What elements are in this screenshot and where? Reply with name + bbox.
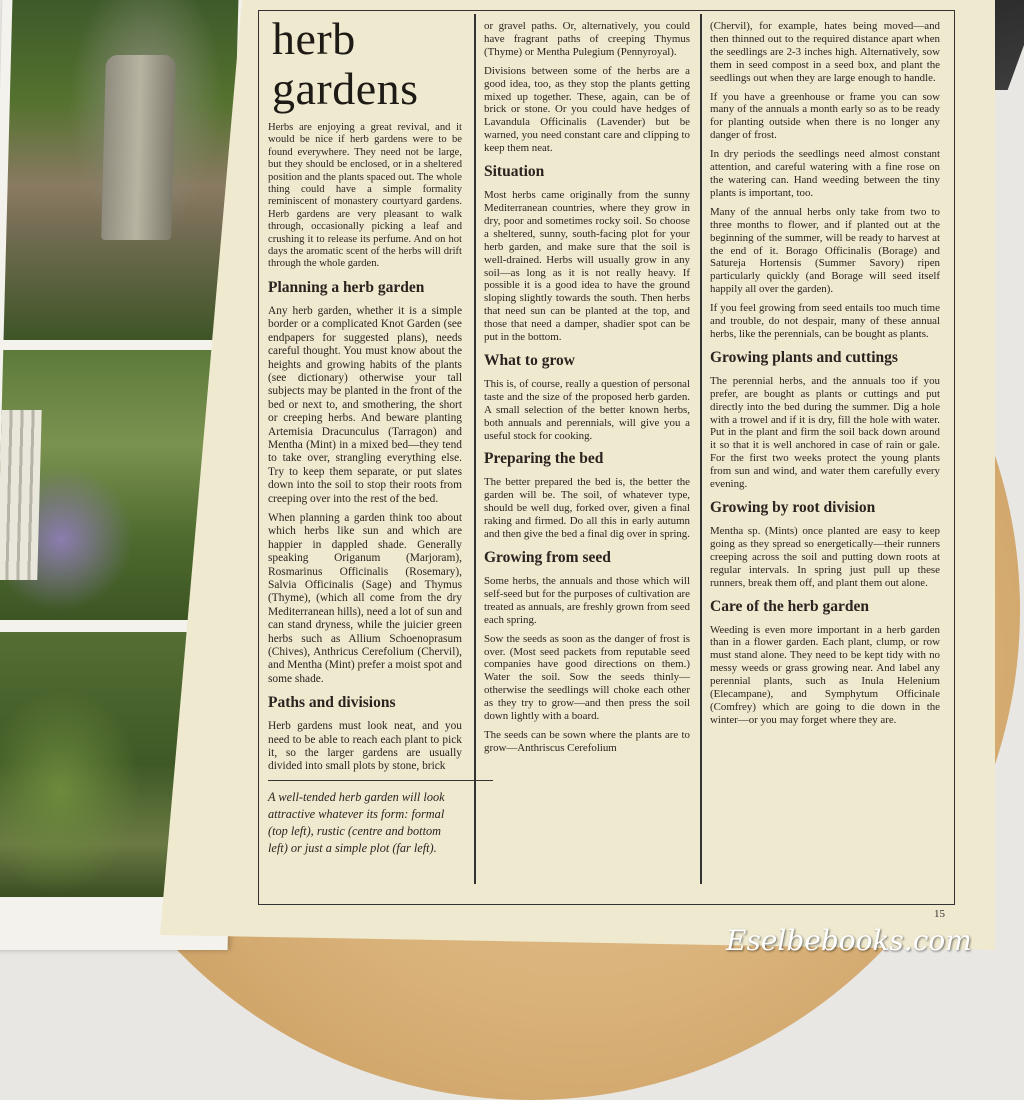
column-rule-1 [474,14,476,884]
paragraph: In dry periods the seedlings need almost constant attention, and careful watering with a fine rose on the watering can. Hand weeding between the tiny plants is important, too. [710,148,940,199]
hedge-garden-photo [0,632,191,897]
paragraph: The better prepared the bed is, the better the garden will be. The soil, of whatever type, should be well dug, forked over, given a final raking and firmed. Do all this in early autumn and then give the bed a final dig over in spring. [484,476,690,541]
column-1 [268,122,462,863]
photo-caption: A well-tended herb garden will look attractive whatever its form: formal (top left), rustic (centre and bottom left) or just a simple plot (far left). [268,790,445,856]
stone-pillar [101,55,176,240]
paragraph: Weeding is even more important in a herb garden than in a flower garden. Each plant, clump, or row must stand alone. They need to be kept tidy with no messy weeds or grass growing near. And label any perennial plants, such as Inula Helenium (Elecampane), and Symphytum Officinale (Comfrey) which are going to die down in the winter—or you may forget where they are. [710,623,940,726]
column-rule-2 [700,14,702,884]
heading-care: Care of the herb garden [710,597,869,615]
paragraph: Mentha sp. (Mints) once planted are easy to keep going as they spread so energetically—their runners creeping across the soil and putting down roots at regular intervals. In spring just pull up these runners, break them off, and plant them out alone. [710,525,940,589]
page-title [272,14,419,114]
paragraph: This is, of course, really a question of personal taste and the size of the proposed herb garden. A small selection of the better known herbs, both annuals and perennials, will give you a useful stock for cooking. [484,377,690,442]
column-3 [710,20,940,733]
paragraph: Many of the annual herbs only take from two to three months to flower, and if planted out at the beginning of the summer, will be ready to harvest at the end of it. Borago Officinalis (Borage) and Satureja Hortensis (Summer Savory) ripen particularly quickly (and Borage will seed itself happily all over the garden). [710,205,940,296]
paragraph: The seeds can be sown where the plants are to grow—Anthriscus Cerefolium [484,728,690,754]
paragraph: Most herbs came originally from the sunny Mediterranean countries, where they grow in dry, poor and sometimes rocky soil. So choose a sheltered, sunny, south-facing plot for your herb garden, and make sure that the soil is well-drained. Herbs will usually grow in any soil—as long as it is not really heavy. If possible it is a good idea to have the ground sloping slightly towards the south. Then herbs that need sun can be planted at the top, and those that need a damper, shadier spot can be put in the bottom. [484,189,690,344]
paragraph: If you feel growing from seed entails too much time and trouble, do not despair, many of these annual herbs, like the perennials, can be bought as plants. [710,302,940,340]
heading-preparing: Preparing the bed [484,450,604,468]
intro-paragraph: Herbs are enjoying a great revival, and it would be nice if herb gardens were to be found everywhere. They need not be large, but they should be enclosed, or in a sheltered position and the plants spaced out. The whole thing could have a simple formality reminiscent of monastery courtyard gardens. Herb gardens are very pleasant to walk through, occasionally picking a leaf and crushing it to release its perfume. And on hot days the aromatic scent of the herbs will drift through the whole garden. [268,122,462,270]
heading-seed: Growing from seed [484,549,611,566]
paragraph: Any herb garden, whether it is a simple border or a complicated Knot Garden (see endpapers for suggested plans), needs careful thought. You must know about the heights and growing habits of the plants (see dictionary) otherwise your tall subjects may be planted in the front of the bed or next to, and smothering, the short or creeping herbs. And beware planting Artemisia Dracunculus (Tarragon) and Mentha (Mint) in a mixed bed—they tend to take over, strangling everything else. Try to keep them separate, or put slates down into the soil to stop their roots from creeping over into the rest of the bed. [268,304,462,505]
heading-paths: Paths and divisions [268,694,396,712]
paragraph: If you have a greenhouse or frame you can sow many of the annuals a month early so as to be ready for planting outside when there is no longer any danger of frost. [710,90,940,142]
formal-herb-garden-photo [4,0,239,340]
heading-planning: Planning a herb garden [268,278,425,296]
paragraph: Herb gardens must look neat, and you need to be able to reach each plant to pick it, so the larger gardens are usually divided into small plots by stone, brick [268,720,462,773]
paragraph: Sow the seeds as soon as the danger of frost is over. (Most seed packets from reputable seed companies have good directions on them.) Water the soil. Sow the seeds thinly—otherwise the seedlings will choke each other as they try to grow—and then press the soil down lightly with a board. [484,632,690,723]
paragraph: Some herbs, the annuals and those which will self-seed but for the purposes of cultivation are treated as annuals, are freshly grown from seed each spring. [484,575,690,626]
heading-situation: Situation [484,163,545,181]
paragraph: Divisions between some of the herbs are a good idea, too, as they stop the plants getting mixed up together. These, again, can be of brick or stone. Or you could have hedges of Lavandula Officinalis (Lavender) but be warned, you need constant care and clipping to keep them neat. [484,64,690,155]
paragraph: When planning a garden think too about which herbs like sun and which are happier in dappled shade. Generally speaking Origanum (Marjoram), Rosmarinus Officinalis (Rosemary), Salvia Officinalis (Sage) and Thymus (Thyme), (which all come from the dry Mediterranean hills), need a lot of sun and can stand dryness, while the juicier green herbs such as Allium Schoenoprasum (Chives), Anthricus Cerefolium (Chervil), and Mentha (Mint) prefer a moist spot and some shade. [268,511,462,685]
heading-cuttings: Growing plants and cuttings [710,348,898,366]
heading-what-to-grow: What to grow [484,351,575,369]
heading-root-division: Growing by root division [710,499,876,516]
watermark-text: Eselbebooks.com [726,924,972,957]
caption-rule [268,780,493,782]
paragraph: (Chervil), for example, hates being moved—and then thinned out to the required distance apart when the seedlings are 2-3 inches high. Alternatively, sow them in seed compost in a seed box, and plant the seedlings out when they are large enough to handle. [710,20,940,84]
paragraph: or gravel paths. Or, alternatively, you could have fragrant paths of creeping Thymus (Thyme) or Mentha Pulegium (Pennyroyal). [484,20,690,58]
title-line-1: herb [272,13,356,64]
rustic-herb-garden-photo [0,350,213,620]
paragraph: The perennial herbs, and the annuals too if you prefer, are bought as plants or cuttings and put directly into the bed during the summer. Dig a hole with a trowel and if it is dry, fill the hole with water. Put in the plant and firm the soil back down around it so that it is well anchored in case of rain or gale. For the first two weeks protect the young plants from sun and wind, and water them carefully every evening. [710,374,940,491]
column-2 [484,20,690,761]
page-number: 15 [934,908,945,920]
title-line-2: gardens [272,63,419,114]
white-fence [0,410,42,580]
